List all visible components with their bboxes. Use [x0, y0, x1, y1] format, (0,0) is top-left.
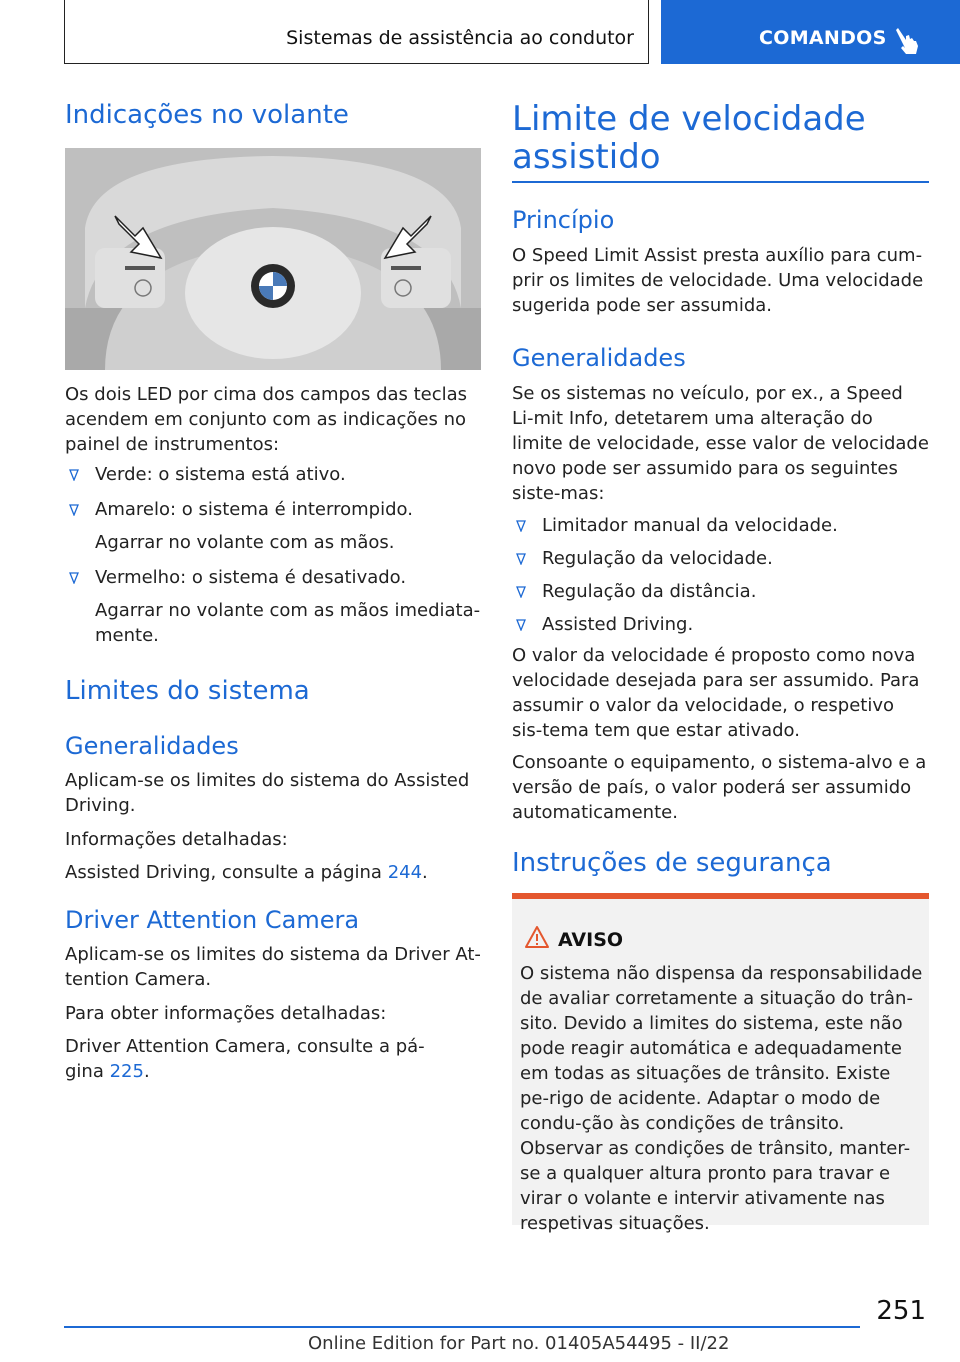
led-status-list [65, 462, 481, 648]
intro-paragraph: Os dois LED por cima dos campos das teclas acendem em conjunto com as indicações no painel de instrumentos: [65, 384, 468, 455]
warning-title: AVISO [558, 929, 624, 951]
footer-rule [64, 1326, 860, 1328]
heading-driver-attention-camera: Driver Attention Camera [65, 906, 360, 934]
hand-pointer-icon [894, 26, 920, 56]
page-number: 251 [876, 1296, 926, 1326]
target-systems-list [512, 513, 929, 637]
heading-general-right: Generalidades [512, 344, 686, 372]
heading-safety-instructions: Instruções de segurança [512, 848, 832, 878]
heading-principle: Princípio [512, 206, 615, 234]
paragraph-equipment: Consoante o equipamento, o sistema-alvo e a versão de país, o valor poderá ser assumido automaticamente. [512, 752, 927, 823]
principle-paragraph: O Speed Limit Assist presta auxílio para cum‐prir os limites de velocidade. Uma velocidade sugerida pode ser assumida. [512, 245, 924, 316]
title-rule [512, 181, 929, 183]
section-tab [64, 0, 649, 64]
heading-general: Generalidades [65, 732, 239, 760]
list-item: Regulação da velocidade. [512, 546, 929, 571]
chapter-title: COMANDOS [759, 27, 887, 49]
triangle-bullet-icon [69, 469, 79, 481]
dac-paragraph-2: Para obter informações detalhadas: [65, 1003, 387, 1024]
list-item: Limitador manual da velocidade. [512, 513, 929, 538]
dac-paragraph-1: Aplicam-se os limites do sistema da Driver At‐tention Camera. [65, 944, 481, 990]
page-link-244[interactable]: 244 [387, 862, 423, 883]
list-item: Vermelho: o sistema é desativado. [65, 565, 481, 590]
list-item: Amarelo: o sistema é interrompido. [65, 497, 481, 522]
triangle-bullet-icon [516, 553, 526, 565]
triangle-bullet-icon [516, 520, 526, 532]
footer-edition: Online Edition for Part no. 01405A54495 - II/22 [308, 1333, 730, 1354]
list-item-sub: Agarrar no volante com as mãos imediata‐mente. [95, 600, 481, 646]
list-item: Regulação da distância. [512, 579, 929, 604]
triangle-bullet-icon [69, 504, 79, 516]
warning-text: O sistema não dispensa da responsabilidade de avaliar corretamente a situação do trân‐sito. Devido a limites do sistema, este não pode reagir automática e adequadamente em todas as situações de trânsito. Existe pe‐rigo de acidente. Adaptar o modo de condu‐ção às condições de trânsito. Observar as condições de trânsito, manter-se a qualquer altura pronto para travar e virar o volante e intervir ativamente nas respetivas situações. [520, 963, 923, 1234]
paragraph-proposed-speed: O valor da velocidade é proposto como nova velocidade desejada para ser assumido. Para assumir o valor da velocidade, o respetivo sis‐tema tem que estar ativado. [512, 645, 920, 741]
general-paragraph-right: Se os sistemas no veículo, por ex., a Speed Li‐mit Info, detetarem uma alteração do limite de velocidade, esse valor de velocidade novo pode ser assumido para os seguintes siste‐mas: [512, 383, 929, 504]
heading-steering-indicators: Indicações no volante [65, 100, 349, 130]
list-item: Verde: o sistema está ativo. [65, 462, 481, 487]
warning-triangle-icon [524, 925, 550, 949]
triangle-bullet-icon [69, 572, 79, 584]
heading-system-limits: Limites do sistema [65, 676, 310, 706]
section-title: Sistemas de assistência ao condutor [286, 27, 634, 49]
dac-paragraph-3: Driver Attention Camera, consulte a pá‐gina 225. [65, 1036, 425, 1082]
list-item: Assisted Driving. [512, 612, 929, 637]
list-item-sub: Agarrar no volante com as mãos. [95, 532, 395, 553]
triangle-bullet-icon [516, 586, 526, 598]
triangle-bullet-icon [516, 619, 526, 631]
section-title-speed-limit-assist: Limite de velocidade assistido [512, 99, 866, 177]
warning-box [512, 893, 929, 1234]
page-header [0, 0, 960, 66]
general-paragraph-3: Assisted Driving, consulte a página 244. [65, 862, 428, 883]
general-paragraph-1: Aplicam-se os limites do sistema do Assisted Driving. [65, 770, 470, 816]
general-paragraph-2: Informações detalhadas: [65, 829, 288, 850]
page-link-225[interactable]: 225 [109, 1061, 144, 1082]
steering-wheel-image [65, 148, 481, 370]
